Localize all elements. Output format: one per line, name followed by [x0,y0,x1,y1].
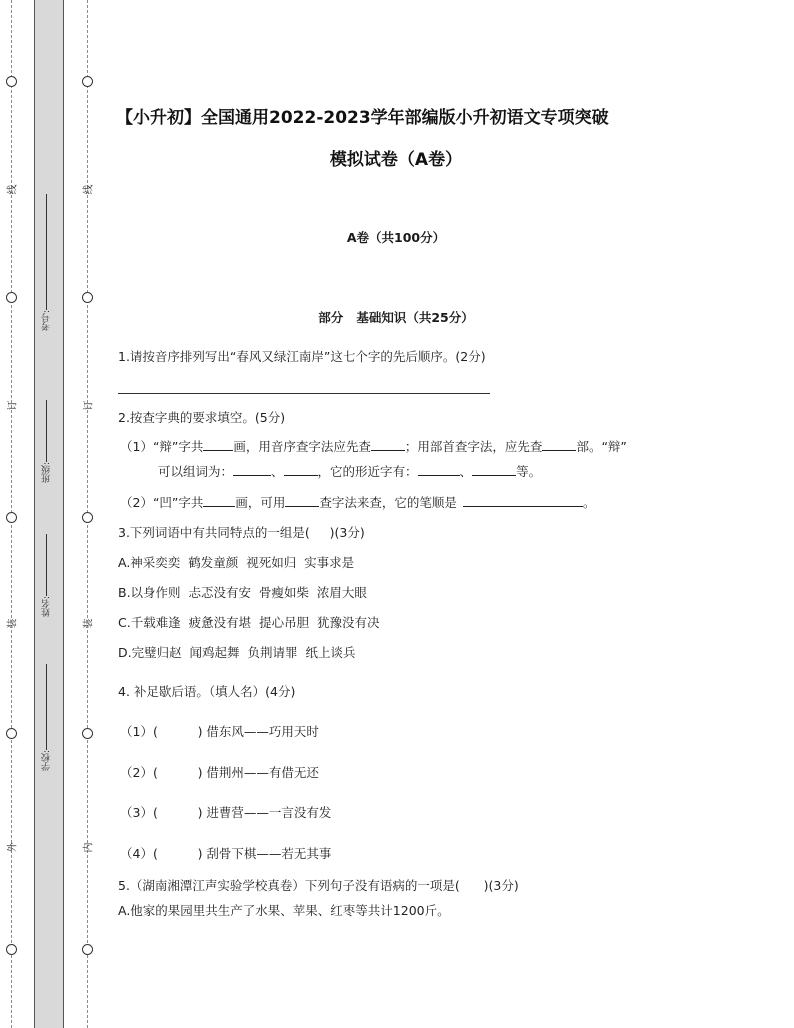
q2-1-text-d: 部。“辩” [576,439,627,454]
q2-1-blank-word-2[interactable] [284,463,318,476]
school-label: 学校: [42,750,52,772]
q2-1-text-g: ，它的形近字有： [317,464,418,479]
q2-1-text-h: 、 [459,464,473,479]
q2-1-blank-similar-2[interactable] [472,463,516,476]
binding-hole [6,512,17,523]
binding-hole [6,76,17,87]
part-1-heading: 部分 基础知识（共25分） [318,310,474,325]
binding-hole [6,292,17,303]
binding-hole [6,728,17,739]
binding-hole [82,944,93,955]
exam-number-field[interactable] [40,190,53,331]
question-2-part-1-line-1 [120,437,627,455]
q2-1-blank-radical[interactable] [542,438,576,451]
margin-char-zhuang: 装 [7,618,19,629]
question-4-item-4[interactable]: （4）( ) 刮骨下棋——若无其事 [120,846,332,861]
binding-hole [82,728,93,739]
margin-char-nei: 内 [83,842,95,853]
question-4-item-2[interactable]: （2）( ) 借荆州——有借无还 [120,765,319,780]
q2-1-blank-word-1[interactable] [233,463,271,476]
binding-hole [6,944,17,955]
title-line-2: 模拟试卷（A卷） [329,150,463,170]
question-4: 4. 补足歇后语。（填人名）(4分) [118,684,296,699]
question-4-item-1[interactable]: （1）( ) 借东风——巧用天时 [120,724,319,739]
q2-2-blank-strokes[interactable] [203,494,235,507]
q2-1-text-c: ；用部首查字法，应先查 [404,439,543,454]
question-2-part-2 [120,493,595,511]
binding-band [34,0,64,1028]
exam-number-line [46,194,47,310]
margin-char-ding-inner: 订 [83,400,95,411]
exam-number-label: 考号: [42,310,52,332]
question-3-option-b[interactable]: B.以身作则 忐忑没有安 骨瘦如柴 浓眉大眼 [118,585,367,600]
q2-1-blank-similar-1[interactable] [418,463,460,476]
question-3-option-a[interactable]: A.神采奕奕 鹤发童颜 视死如归 实事求是 [118,555,355,570]
q2-2-blank-method[interactable] [285,494,319,507]
q2-1-text-a: （1）“辩”字共 [120,439,204,454]
q2-2-text-c: 查字法来查，它的笔顺是 [319,495,457,510]
q2-2-blank-stroke-order[interactable] [463,494,583,507]
margin-char-zhuang-inner: 装 [83,618,95,629]
q2-2-text-d: 。 [582,495,596,510]
q2-1-blank-pinyin[interactable] [371,438,405,451]
question-2: 2.按查字典的要求填空。(5分) [118,410,286,425]
name-label: 姓名: [42,596,52,618]
question-5: 5.（湖南湘潭江声实验学校真卷）下列句子没有语病的一项是( )(3分) [118,878,519,893]
q2-1-blank-strokes[interactable] [203,438,233,451]
school-field[interactable] [40,660,53,771]
binding-hole [82,76,93,87]
binding-hole [82,512,93,523]
margin-char-xian-inner: 线 [83,184,95,195]
q2-1-text-b: 画，用音序查字法应先查 [233,439,371,454]
class-line [46,400,47,462]
q2-1-text-f: 、 [271,464,284,479]
class-label: 班级: [42,462,52,484]
q2-1-text-e: 可以组词为： [158,464,234,479]
question-3-option-c[interactable]: C.千载难逢 疲惫没有堪 提心吊胆 犹豫没有决 [118,615,380,630]
title-line-1: 【小升初】全国通用2022-2023学年部编版小升初语文专项突破 [116,108,609,128]
q2-2-text-b: 画，可用 [235,495,286,510]
question-3-option-d[interactable]: D.完璧归赵 闻鸡起舞 负荆请罪 纸上谈兵 [118,645,356,660]
question-1-answer-line[interactable] [118,393,490,394]
binding-hole [82,292,93,303]
question-5-option-a[interactable]: A.他家的果园里共生产了水果、苹果、红枣等共计1200斤。 [118,903,450,918]
q2-2-text-a: （2）“凹”字共 [120,495,204,510]
name-field[interactable] [40,530,53,617]
margin-char-wai: 外 [7,842,19,853]
school-line [46,664,47,750]
name-line [46,534,47,596]
q2-1-text-i: 等。 [516,464,542,479]
class-field[interactable] [40,396,53,483]
question-3: 3.下列词语中有共同特点的一组是( )(3分) [118,525,365,540]
section-a-heading: A卷（共100分） [346,230,446,245]
question-2-part-1-line-2 [158,462,541,480]
margin-char-ding: 订 [7,400,19,411]
margin-char-xian: 线 [7,184,19,195]
question-1: 1.请按音序排列写出“春风又绿江南岸”这七个字的先后顺序。(2分) [118,349,486,364]
question-4-item-3[interactable]: （3）( ) 进曹营——一言没有发 [120,805,332,820]
